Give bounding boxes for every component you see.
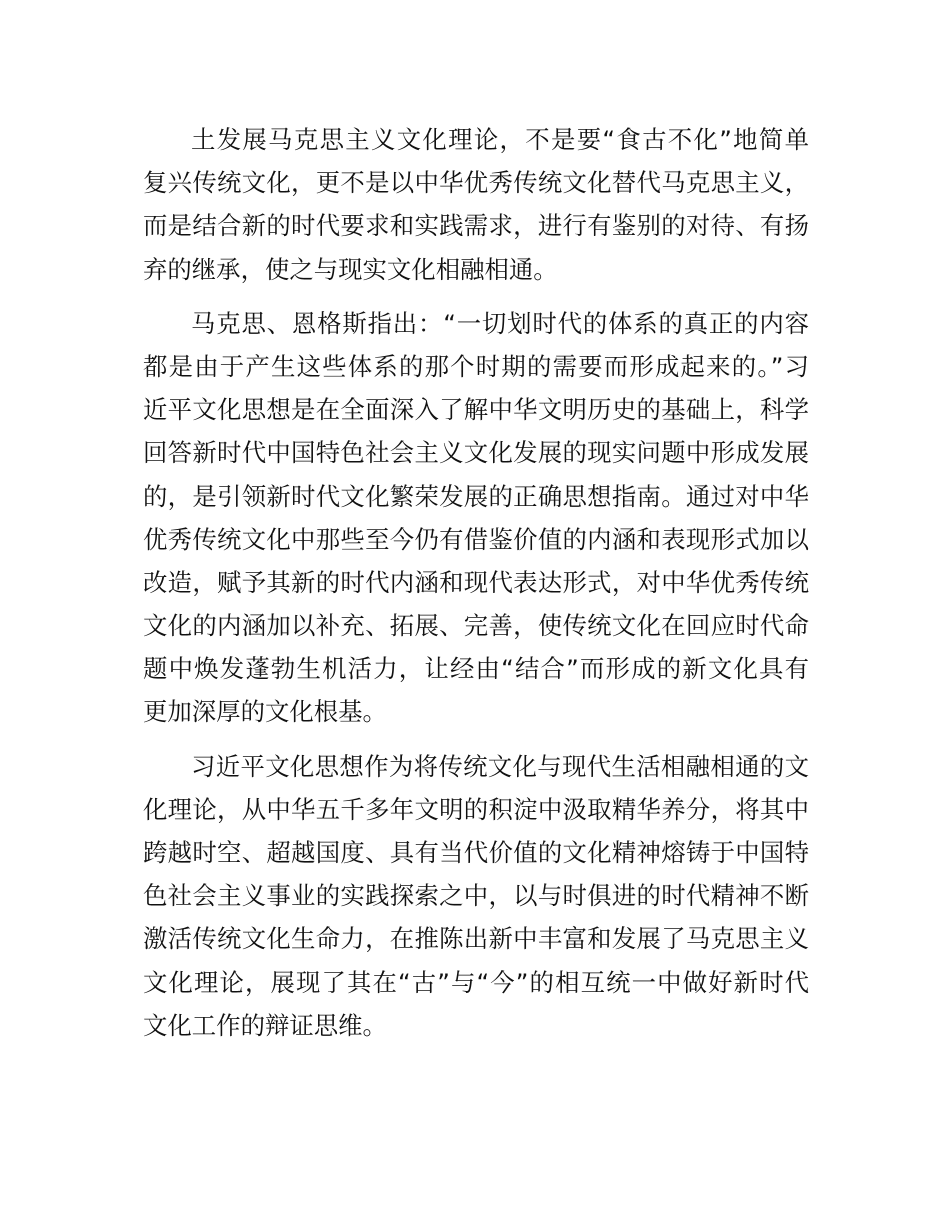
text-line: 的，是引领新时代文化繁荣发展的正确思想指南。通过对中华 (143, 481, 809, 511)
text-line: 都是由于产生这些体系的那个时期的需要而形成起来的。”习 (143, 351, 809, 381)
paragraph-1 (143, 118, 809, 291)
text-line: 马克思、恩格斯指出：“一切划时代的体系的真正的内容 (191, 308, 809, 338)
text-line: 习近平文化思想作为将传统文化与现代生活相融相通的文 (191, 751, 809, 781)
text-line: 弃的继承，使之与现实文化相融相通。 (143, 254, 558, 284)
text-line: 更加深厚的文化根基。 (143, 697, 387, 727)
text-line: 跨越时空、超越国度、具有当代价值的文化精神熔铸于中国特 (143, 838, 809, 867)
document-page (143, 118, 809, 1058)
text-line: 文化理论，展现了其在“古”与“今”的相互统一中做好新时代 (143, 967, 809, 997)
text-line: 化理论，从中华五千多年文明的积淀中汲取精华养分，将其中 (143, 794, 809, 824)
paragraph-2 (143, 302, 809, 734)
paragraph-3 (143, 745, 809, 1047)
text-line: 回答新时代中国特色社会主义文化发展的现实问题中形成发展 (143, 438, 809, 468)
text-line: 激活传统文化生命力，在推陈出新中丰富和发展了马克思主义 (143, 924, 809, 954)
text-line: 复兴传统文化，更不是以中华优秀传统文化替代马克思主义， (143, 168, 809, 198)
text-line: 题中焕发蓬勃生机活力，让经由“结合”而形成的新文化具有 (143, 654, 809, 684)
text-line: 优秀传统文化中那些至今仍有借鉴价值的内涵和表现形式加以 (143, 524, 809, 554)
text-line: 色社会主义事业的实践探索之中，以与时俱进的时代精神不断 (143, 881, 809, 911)
text-line: 而是结合新的时代要求和实践需求，进行有鉴别的对待、有扬 (143, 211, 809, 241)
text-line: 文化的内涵加以补充、拓展、完善，使传统文化在回应时代命 (143, 611, 809, 641)
text-line: 文化工作的辩证思维。 (143, 1010, 387, 1040)
text-line: 改造，赋予其新的时代内涵和现代表达形式，对中华优秀传统 (143, 567, 809, 597)
text-line: 近平文化思想是在全面深入了解中华文明历史的基础上，科学 (143, 395, 809, 425)
text-line: 土发展马克思主义文化理论，不是要“食古不化”地简单 (191, 125, 809, 154)
